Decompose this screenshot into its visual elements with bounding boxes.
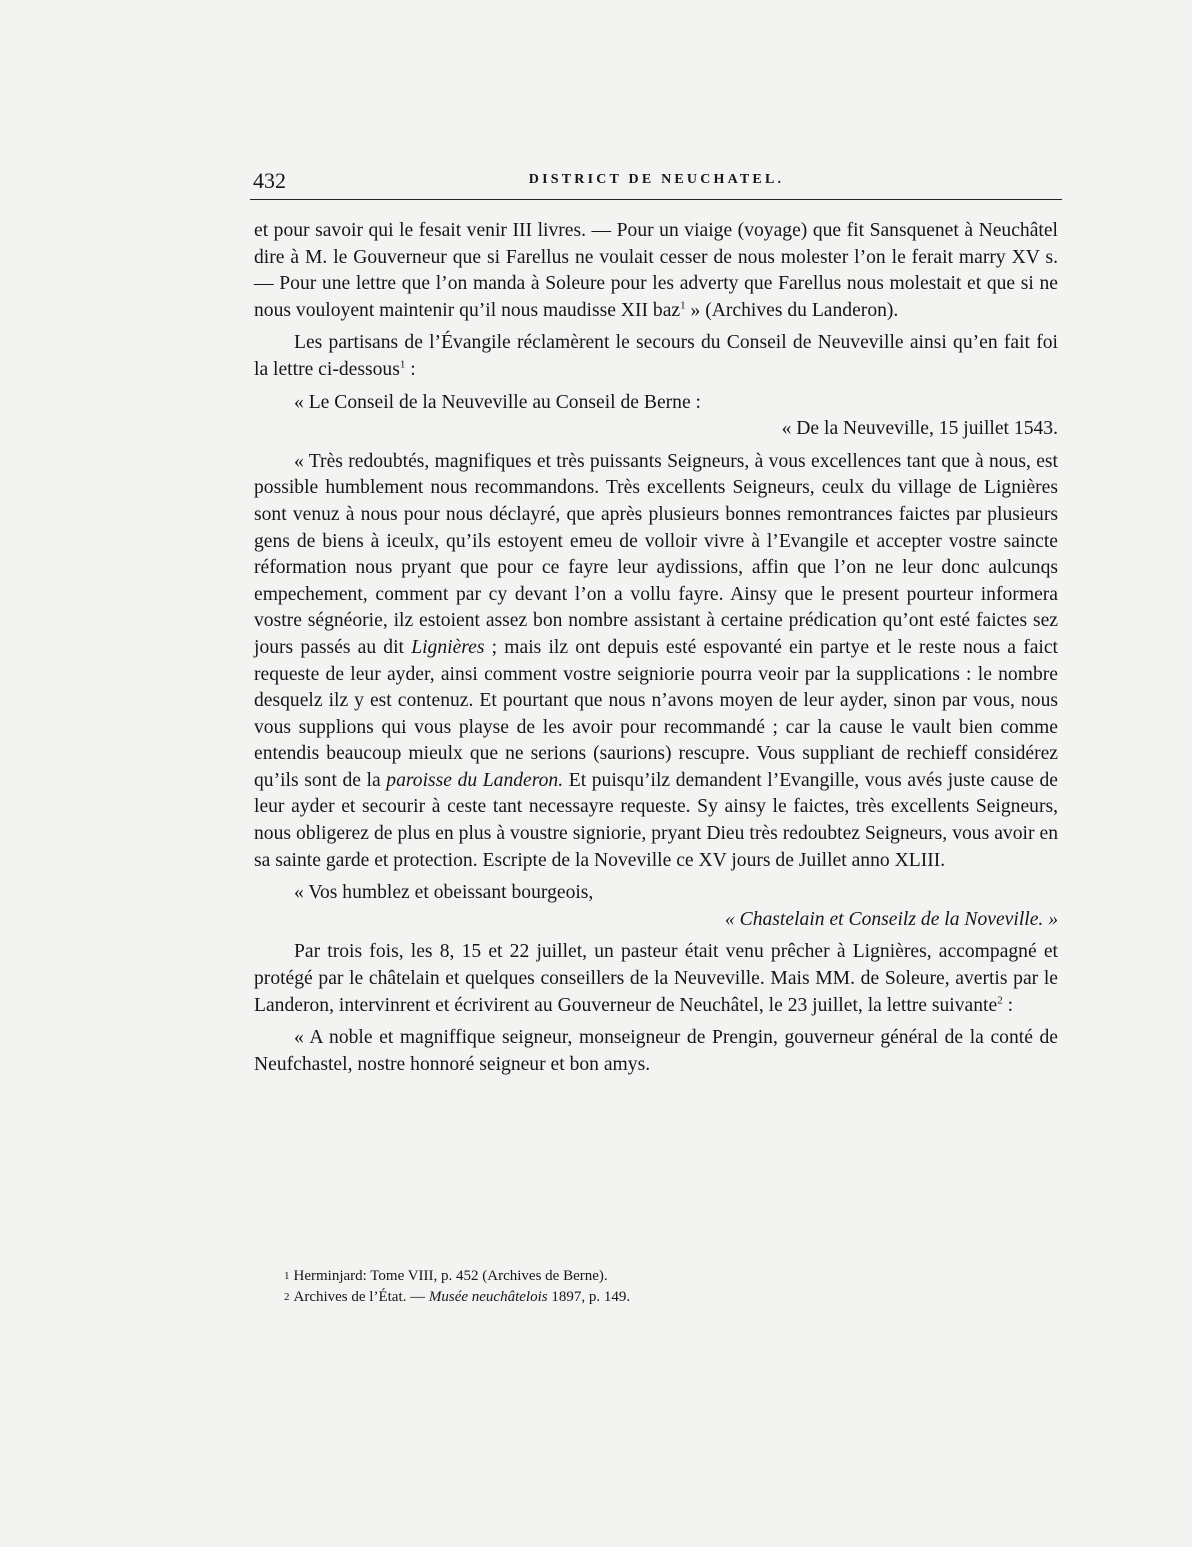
footnotes: [284, 1266, 984, 1308]
letter-body-a: « Très redoubtés, magnifiques et très puissants Seigneurs, à vous excellences tant que à nous, est possible humblement nous recommandons. Très excellents Seigneurs, ceulx du village de Lignières sont venuz à nous pour nous déclayré, que après plusieurs bonnes remontrances faictes par plusieurs gens de biens à iceulx, qu’ils estoyent emeu de volloir vivre à l’Evangile et accepter vostre saincte réformation nous pryant que pour ce fayre leur aydissions, affin que l’on ne leur donc aulcunqs empechement, comment par cy devant l’on a vollu fayre. Ainsy que le present pourteur informera vostre ségnéorie, ilz estoient assez bon nombre assistant à certaine prédication qu’ont esté faictes sez jours passés au dit: [254, 450, 1058, 658]
letter-signature: [254, 907, 1058, 934]
letter-em-paroisse: paroisse du Landeron.: [386, 769, 564, 791]
paragraph-1-tail: » (Archives du Landeron).: [685, 299, 899, 321]
body-text: [254, 218, 1058, 1078]
paragraph-4: « A noble et magniffique seigneur, monseigneur de Prengin, gouverneur général de la conté de Neufchastel, nostre honnoré seigneur et bon amys.: [254, 1027, 1058, 1075]
paragraph-1: [254, 218, 1058, 324]
footnote-1-text: Herminjard: Tome VIII, p. 452 (Archives de Berne).: [293, 1268, 608, 1284]
letter-body: [254, 449, 1058, 875]
footnote-2-tail: 1897, p. 149.: [547, 1289, 631, 1305]
footnote-2: [284, 1287, 984, 1308]
paragraph-3-text: Par trois fois, les 8, 15 et 22 juillet, un pasteur était venu prêcher à Lignières, accompagné et protégé par le châtelain et quelques conseillers de la Neuveville. Mais MM. de Soleure, avertis par le Landeron, intervinrent et écrivirent au Gouverneur de Neuchâtel, le 23 juillet, la lettre suivante: [254, 941, 1058, 1016]
footnote-2-number: 2: [284, 1291, 290, 1303]
letter-heading: « Le Conseil de la Neuveville au Conseil de Berne :: [294, 391, 702, 413]
running-head: [253, 168, 1060, 193]
footnote-1: [284, 1266, 984, 1287]
letter-signature-text: « Chastelain et Conseilz de la Noveville. »: [724, 908, 1058, 930]
letter-em-lignieres: Lignières: [411, 636, 485, 658]
running-title: DISTRICT DE NEUCHATEL.: [528, 172, 785, 187]
paragraph-2: [254, 330, 1058, 383]
page-number: 432: [253, 168, 286, 193]
paragraph-2-tail: :: [405, 358, 416, 380]
paragraph-1-text: et pour savoir qui le fesait venir III livres. — Pour un viaige (voyage) que fit Sansquenet à Neuchâtel dire à M. le Gouverneur que si Farellus ne voulait cesser de nous molester l’on le ferait marry XV s. — Pour une lettre que l’on manda à Soleure pour les adverty que Farellus nous molestait et que si ne nous vouloyent maintenir qu’il nous maudisse XII baz: [254, 220, 1058, 321]
footnote-2-journal: Musée neuchâtelois: [428, 1289, 548, 1305]
footnote-ref-1b: 1: [399, 358, 406, 371]
footnote-2-text: Archives de l’État. —: [293, 1289, 429, 1305]
footnote-ref-1: 1: [680, 299, 686, 312]
letter-date: « De la Neuveville, 15 juillet 1543.: [781, 418, 1058, 440]
letter-closing: « Vos humblez et obeissant bourgeois,: [294, 882, 594, 904]
paragraph-3: [254, 939, 1058, 1019]
letter-body-c: Et puisqu’ilz demandent l’Evangille, vous avés juste cause de leur ayder et secourir à ceste tant necessayre requeste. Sy ainsy le faictes, très excellents Seigneurs, nous obligerez de plus en plus à voustre signiorie, pryant Dieu très redoubtez Seigneurs, vous avoir en sa sainte garde et protection. Escripte de la Noveville ce XV jours de Juillet anno XLIII.: [254, 769, 1058, 871]
paragraph-3-tail: :: [1002, 994, 1014, 1016]
footnote-ref-2: 2: [997, 994, 1003, 1007]
letter-body-b: ; mais ilz ont depuis esté espovanté ein partye et le reste nous a faict requeste de leur ayder, ainsi comment vostre seigniorie pourra veoir par la supplications : le nombre desquelz ilz y est contenuz. Et pourtant que nous n’avons moyen de leur ayder, sinon par vous, nous vous supplions qui vous playse de les avoir pour recommandé ; car la cause le vault bien comme entendis beaucoup mieulx que ne serions (saurions) rescupre. Vous suppliant de rechieff considérez qu’ils sont de la: [254, 636, 1058, 791]
paragraph-2-text: Les partisans de l’Évangile réclamèrent le secours du Conseil de Neuveville ainsi qu’en fait foi la lettre ci-dessous: [254, 332, 1058, 380]
header-rule: [250, 199, 1062, 200]
footnote-1-number: 1: [284, 1270, 290, 1282]
